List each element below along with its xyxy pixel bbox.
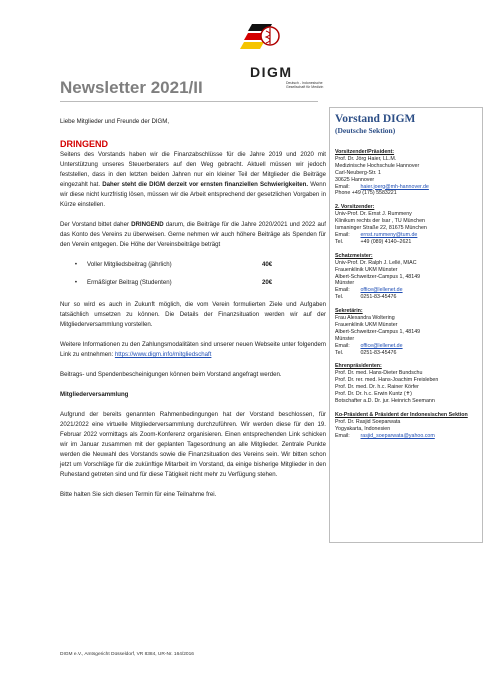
bullet: • [74, 261, 77, 268]
contact-line: Yogyakarta, Indonesien [335, 425, 391, 432]
logo-text: DIGM [250, 64, 293, 80]
contact-line: Prof. Dr. med. Dr. h.c. Rainer Körfer [335, 384, 419, 391]
paragraph-finance-bold: Daher steht die DIGM derzeit vor ernsten finanziellen Schwierigkeiten. [102, 181, 309, 188]
paragraph-info [60, 340, 326, 360]
contact-line: Münster [335, 280, 355, 287]
contact-tel-row [335, 350, 477, 357]
tel-label: Tel. [335, 349, 344, 356]
contact-heading: Vorsitzender/Präsident: [335, 149, 395, 155]
contact-line: Prof. Dr. Dr. h.c. Erwin Kuntz (✝) [335, 391, 412, 398]
sidebar-title: Vorstand DIGM [335, 113, 416, 125]
email-label: Email: [335, 287, 350, 294]
email-label: Email: [335, 432, 350, 439]
contact-email-row [335, 287, 477, 294]
greeting: Liebe Mitglieder und Freunde der DIGM, [60, 118, 170, 125]
title-divider [60, 101, 318, 102]
contact-line: Medizinische Hochschule Hannover [335, 162, 420, 169]
contact-line: Prof. Dr. rer. med. Hans-Joachim Freisleben [335, 377, 439, 384]
fee-amount: 20€ [262, 279, 273, 286]
logo-subtitle: Deutsch - Indonesische Gesellschaft für Medizin [286, 81, 324, 89]
sidebar-subtitle: (Deutsche Sektion) [335, 126, 396, 135]
contact-tel-row [335, 294, 477, 301]
fee-list [60, 256, 326, 292]
contact-heading: 2. Vorsitzender: [335, 204, 375, 211]
fee-item [60, 256, 326, 274]
paragraph-request-bold: DRINGEND [131, 221, 164, 228]
tel-label: Tel. [335, 238, 344, 245]
paragraph-finance-text: Seitens des Vorstands haben wir die Finanzabschlüsse für die Jahre 2019 und 2020 mit Unterstützung unseres Steuerberaters auf den Weg gebracht. Aktuell müssen wir jedoch feststellen, dass in den letzten beiden Jahren nur ein kleiner Teil der Mitglieder die Beiträge eingezahlt hat. [60, 151, 326, 188]
contact-line: Ismaninger Straße 22, 81675 München [335, 225, 427, 232]
email-link[interactable]: rasjid_soeparwata@yahoo.com [360, 432, 435, 439]
contact-line: Prof. Dr. Rasjid Soeparwata [335, 418, 401, 425]
tel-label: Tel. [335, 294, 344, 301]
contact-treasurer [335, 253, 477, 301]
contact-heading: Sekretärin: [335, 308, 363, 315]
email-label: Email: [335, 183, 350, 190]
paragraph-assembly: Aufgrund der bereits genannten Rahmenbedingungen hat der Vorstand beschlossen, für 2021/2022 eine virtuelle Mitgliederversammlung durchzuführen. Wir werden diese für den 19. Februar 2022 vormittags als Zoom-Konferenz organisieren. Einen entsprechenden Link schicken wir im Januar zusammen mit der geplanten Tagesordnung an alle Mitglieder. Zentrale Punkte werden die Neuwahl des Vorstands sowie die Finanzsituation des Vereins sein. Wir bitten schon jetzt um Vorschläge für die zukünftige Mitarbeit im Vorstand, da einige bisherige Mitglieder in den Ruhestand getreten sind und für diese Tätigkeit nicht mehr zu Verfügung stehen. [60, 411, 326, 478]
contact-heading: Ehrenpräsidenten: [335, 363, 382, 370]
tel-value: +49 (089) 4140–2621 [360, 238, 412, 245]
contact-heading: Ko-Präsident & Präsident der Indonesischen Sektion [335, 411, 468, 418]
paragraph-info-text: Weitere Informationen zu den Zahlungsmodalitäten sind unserer neuen Webseite unter folgendem Link zu entnehmen: [60, 341, 326, 358]
email-link[interactable]: haier.joerg@mh-hannover.de [360, 183, 429, 190]
logo-emblem-icon [240, 24, 279, 49]
contact-line: Albert-Schweitzer-Campus 1, 48149 [335, 273, 421, 280]
section-heading-assembly: Mitgliederversammlung [60, 391, 129, 398]
contact-line: Frau Alexandra Woltering [335, 315, 395, 322]
newsletter-title: Newsletter 2021/II [60, 78, 203, 97]
contact-line: Frauenklinik UKM Münster [335, 266, 398, 273]
contact-email-row [335, 433, 477, 440]
main-content [60, 117, 326, 500]
contact-line: Univ-Prof. Dr. Ralph J. Lellé, MIAC [335, 259, 417, 266]
fee-label: Ermäßigter Beitrag (Studenten) [87, 279, 172, 286]
contact-email-row [335, 232, 477, 239]
contact-phone: Phone +49 (175) 5583221 [335, 190, 397, 197]
paragraph-request [60, 220, 326, 250]
email-link[interactable]: office@lellenet.de [360, 342, 403, 349]
paragraph-closing: Bitte halten Sie sich diesen Termin für eine Teilnahme frei. [60, 491, 217, 498]
contact-line: Klinikum rechts der Isar , TU München [335, 218, 425, 225]
contact-copresident [335, 412, 477, 440]
contact-secretary [335, 308, 477, 356]
board-sidebar [329, 107, 483, 543]
contact-line: Carl-Neuberg-Str. 1 [335, 169, 381, 176]
paragraph-request-end: darum, die Beiträge für die Jahre 2020/2021 und 2022 auf das Konto des Vereins zu überweisen. Gerne nehmen wir auch höhere Beiträge als Spenden für den Verein entgegen. Die Höhe der Vereinsbeiträge beträgt [60, 221, 326, 248]
contact-line: Prof. Dr. med. Hans-Dieter Bundschu [335, 370, 423, 377]
contact-chair [335, 149, 477, 197]
paragraph-certificates: Beitrags- und Spendenbescheinigungen können beim Vorstand angefragt werden. [60, 371, 282, 378]
membership-link[interactable]: https://www.digm.info/mitgliedschaft [114, 351, 212, 358]
paragraph-request-start: Der Vorstand bittet daher [60, 221, 129, 228]
contact-line: Prof. Dr. Jörg Haier, LL.M. [335, 155, 397, 162]
fee-amount: 40€ [262, 261, 273, 268]
contact-line: 30625 Hannover [335, 176, 375, 183]
contact-line: Albert-Schweitzer-Campus 1, 48149 [335, 328, 421, 335]
contact-heading: Schatzmeister: [335, 252, 373, 259]
email-label: Email: [335, 342, 350, 349]
contact-tel-row [335, 239, 477, 246]
honorary-presidents [335, 363, 477, 404]
fee-item [60, 274, 326, 292]
contact-email-row [335, 184, 477, 191]
email-label: Email: [335, 231, 350, 238]
fee-label: Voller Mitgliedsbeitrag (jährlich) [87, 261, 172, 268]
contact-line: Münster [335, 335, 355, 342]
footer-text: DIGM e.V., Amtsgericht Düsseldorf, VR 8384, UR-Nr. 164/2016 [60, 652, 194, 657]
tel-value: 0251-83-45476 [360, 349, 397, 356]
paragraph-finance [60, 150, 326, 210]
contact-vice [335, 204, 477, 245]
bullet: • [74, 279, 77, 286]
email-link[interactable]: ernst.rummeny@tum.de [360, 231, 418, 238]
contact-line: Botschafter a.D. Dr. jur. Heinrich Seemann [335, 398, 435, 404]
contact-line: Frauenklinik UKM Münster [335, 321, 398, 328]
urgent-heading: DRINGEND [60, 139, 109, 149]
contact-email-row [335, 343, 477, 350]
paragraph-finance-end: Wenn wir diese nicht kurzfristig lösen, müssen wir die Arbeit entsprechend der gesetzlichen Vorgaben in Kürze einstellen. [60, 181, 326, 208]
contact-line: Univ-Prof. Dr. Ernst J. Rummeny [335, 211, 412, 218]
paragraph-future: Nur so wird es auch in Zukunft möglich, die vom Verein formulierten Ziele und Aufgaben tatsächlich umsetzen zu können. Die Details der Finanzsituation werden wir auf der Mitgliederversammlung vorstellen. [60, 301, 326, 328]
email-link[interactable]: office@lellenet.de [360, 287, 403, 294]
tel-value: 0251-83-45476 [360, 294, 397, 301]
